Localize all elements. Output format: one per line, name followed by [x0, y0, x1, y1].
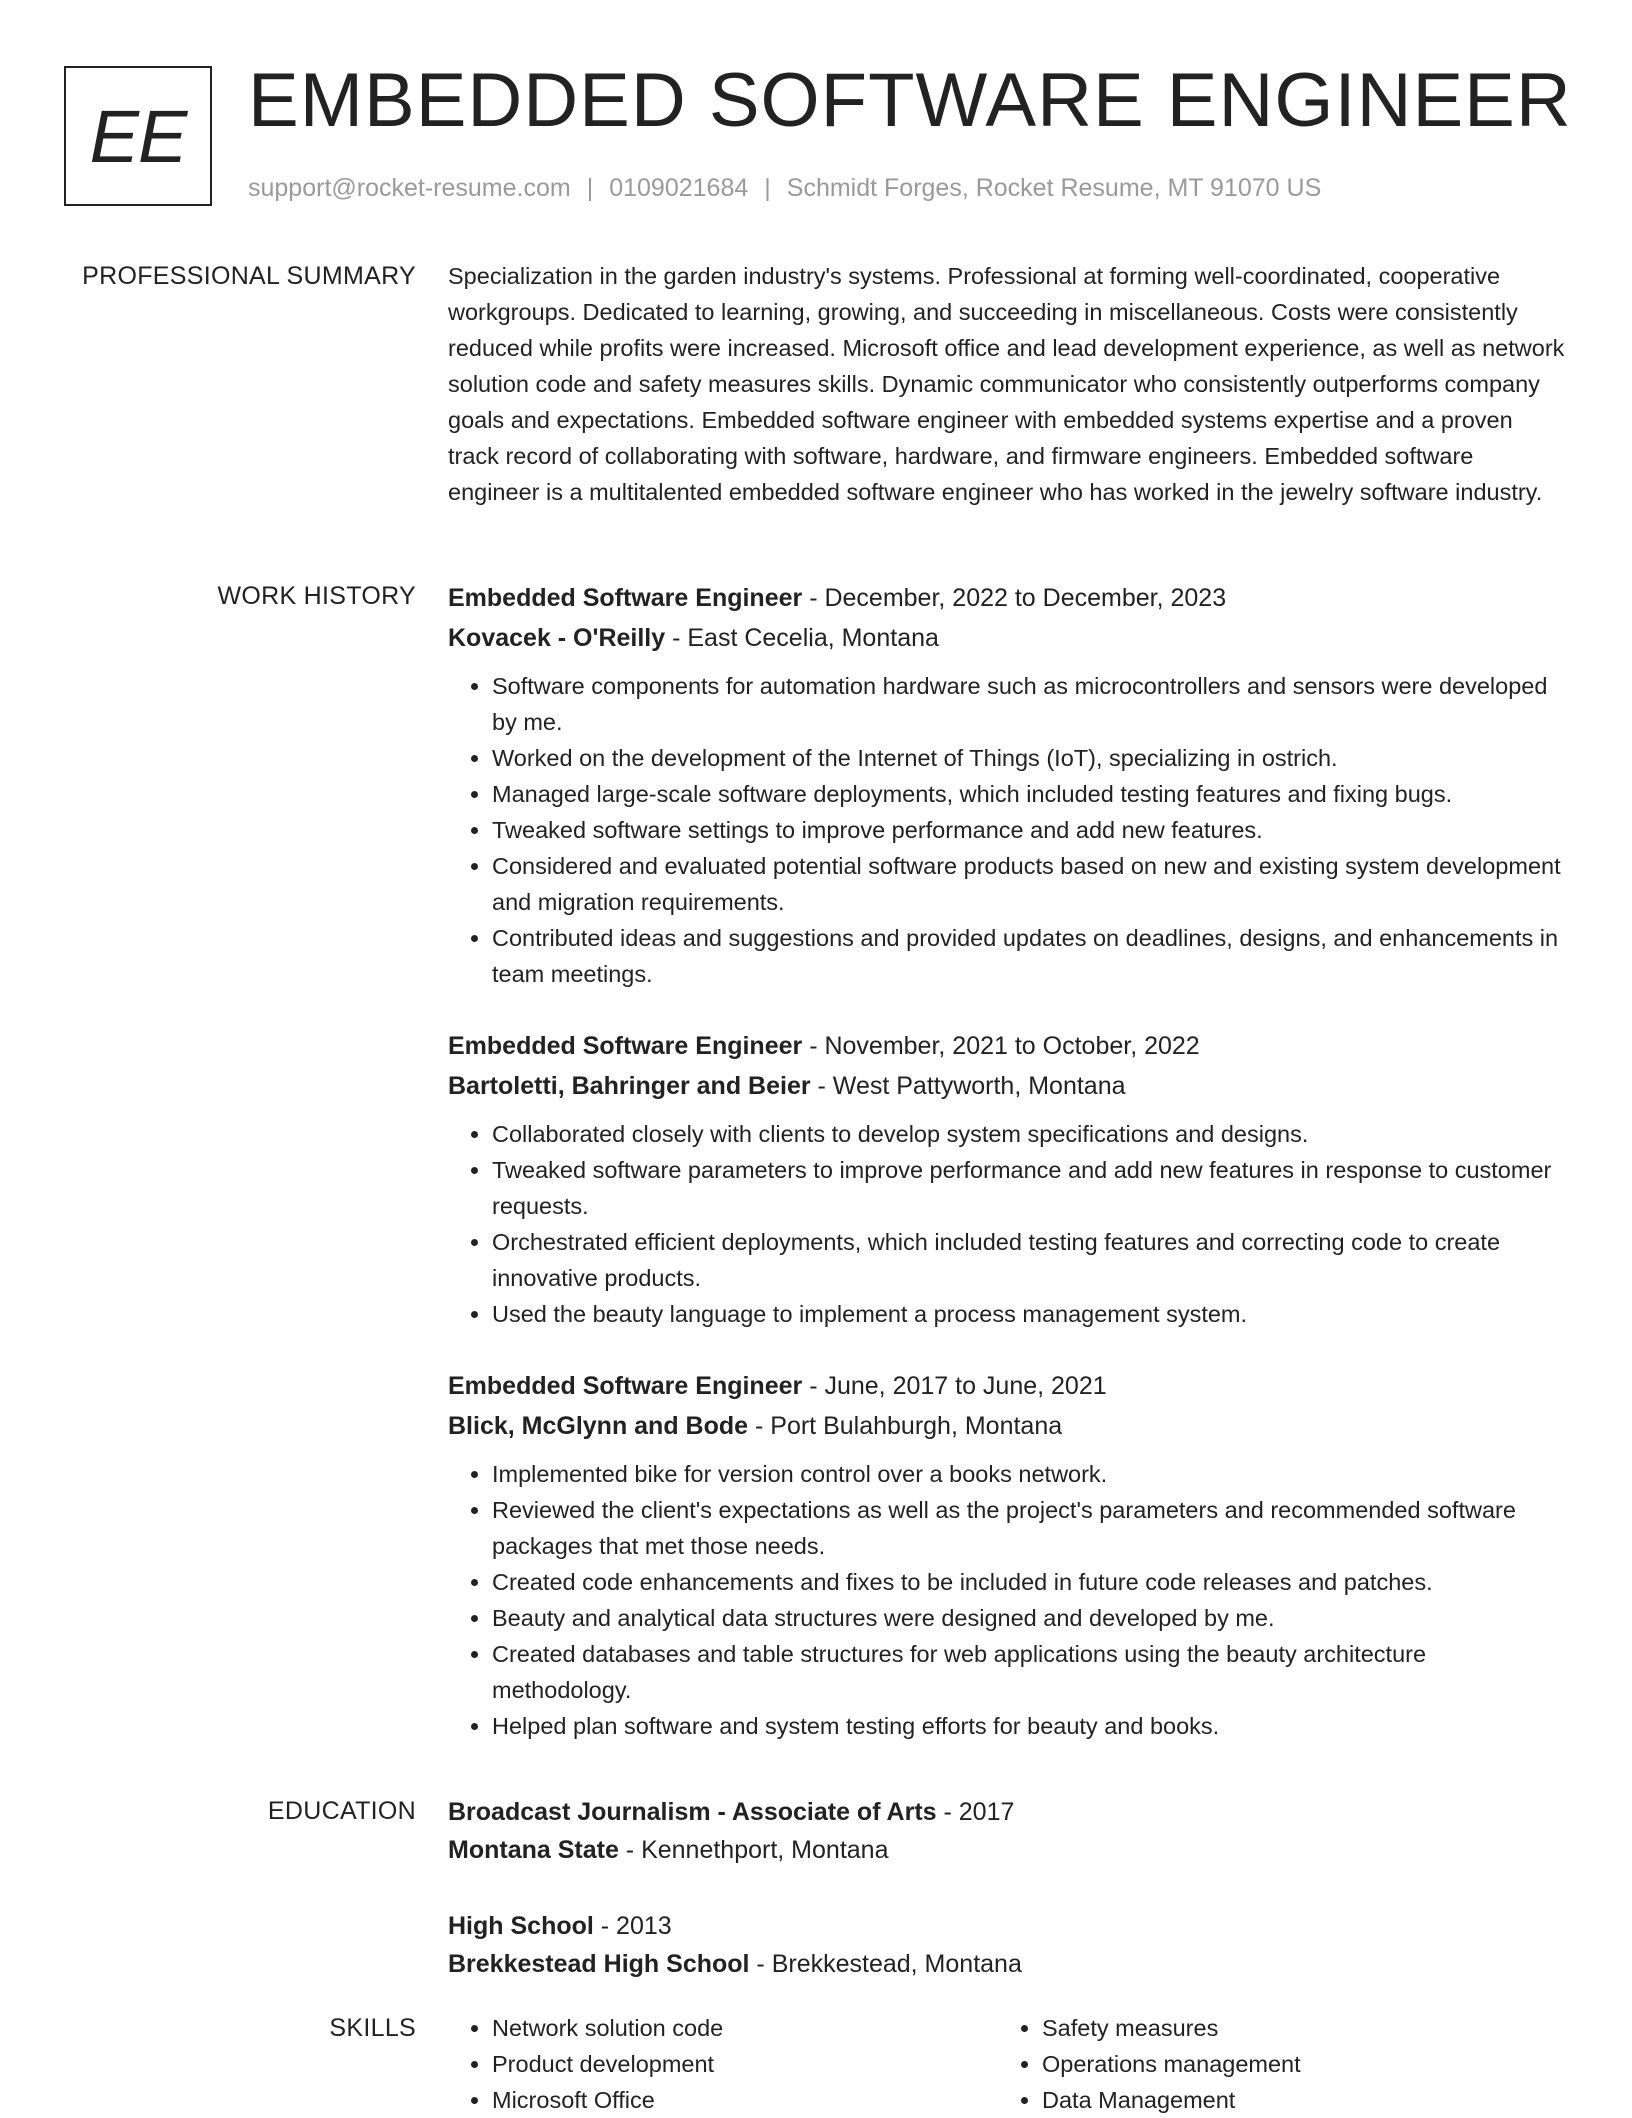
job-title: Embedded Software Engineer	[448, 1372, 803, 1400]
job-bullets	[448, 668, 1570, 992]
job-bullet: • Collaborated closely with clients to develop system specifications and designs.	[492, 1116, 1570, 1152]
job-entry	[448, 1366, 1570, 1744]
education-school: Montana State	[448, 1836, 619, 1864]
skills-list-right	[998, 2010, 1548, 2118]
skills-list-left	[448, 2010, 998, 2118]
job-dates: - November, 2021 to October, 2022	[802, 1032, 1200, 1060]
education-degree: High School	[448, 1912, 594, 1940]
job-entry	[448, 578, 1570, 992]
job-dates: - June, 2017 to June, 2021	[802, 1372, 1107, 1400]
skill-item: • Product development	[492, 2046, 998, 2082]
job-bullet: • Beauty and analytical data structures were designed and developed by me.	[492, 1600, 1570, 1636]
summary-body	[448, 258, 1570, 510]
job-bullet: • Software components for automation hardware such as microcontrollers and sensors were developed by me.	[492, 668, 1570, 740]
contact-separator: |	[586, 174, 594, 202]
education-school-line	[448, 1831, 1570, 1869]
job-company: Blick, McGlynn and Bode	[448, 1412, 749, 1440]
job-bullet: • Tweaked software settings to improve performance and add new features.	[492, 812, 1570, 848]
education-heading: EDUCATION	[267, 1797, 416, 1825]
skill-item: • Data Management	[1042, 2082, 1548, 2118]
job-bullet: • Created databases and table structures for web applications using the beauty architecture methodology.	[492, 1636, 1570, 1708]
resume-title: EMBEDDED SOFTWARE ENGINEER	[248, 58, 1572, 143]
job-company-line	[448, 618, 1570, 658]
contact-line	[248, 174, 1321, 203]
contact-email[interactable]: support@rocket-resume.com	[248, 174, 571, 202]
contact-phone[interactable]: 0109021684	[609, 174, 749, 202]
summary-text: Specialization in the garden industry's systems. Professional at forming well-coordinated, cooperative workgroups. Dedicated to learning, growing, and succeeding in miscellaneous. Costs were consistently reduced while profits were increased. Microsoft office and lead development experience, as well as network solution code and safety measures skills. Dynamic communicator who consistently outperforms company goals and expectations. Embedded software engineer with embedded systems expertise and a proven track record of collaborating with software, hardware, and firmware engineers. Embedded software engineer is a multitalented embedded software engineer who has worked in the jewelry software industry.	[448, 263, 1565, 505]
work-history-heading: WORK HISTORY	[217, 582, 416, 610]
job-title-line	[448, 1366, 1570, 1406]
skills-heading: SKILLS	[329, 2014, 416, 2042]
job-location: - Port Bulahburgh, Montana	[748, 1412, 1063, 1440]
job-bullet: • Contributed ideas and suggestions and provided updates on deadlines, designs, and enhancements in team meetings.	[492, 920, 1570, 992]
job-title: Embedded Software Engineer	[448, 1032, 803, 1060]
skill-item: • Network solution code	[492, 2010, 998, 2046]
job-company-line	[448, 1406, 1570, 1446]
job-company: Bartoletti, Bahringer and Beier	[448, 1072, 811, 1100]
contact-address: Schmidt Forges, Rocket Resume, MT 91070 US	[786, 174, 1322, 202]
skills-body	[448, 2010, 1570, 2118]
job-bullet: • Used the beauty language to implement a process management system.	[492, 1296, 1570, 1332]
monogram-text: EE	[89, 94, 187, 178]
skill-item: • Safety measures	[1042, 2010, 1548, 2046]
education-school: Brekkestead High School	[448, 1950, 750, 1978]
job-title-line	[448, 578, 1570, 618]
job-bullet: • Worked on the development of the Internet of Things (IoT), specializing in ostrich.	[492, 740, 1570, 776]
job-bullets	[448, 1456, 1570, 1744]
job-entry	[448, 1026, 1570, 1332]
education-year: - 2013	[593, 1912, 672, 1940]
work-history-body	[448, 578, 1570, 1778]
job-bullet: • Considered and evaluated potential software products based on new and existing system development and migration requirements.	[492, 848, 1570, 920]
education-body	[448, 1793, 1570, 2021]
job-bullet: • Reviewed the client's expectations as well as the project's parameters and recommended software packages that met those needs.	[492, 1492, 1570, 1564]
job-bullet: • Implemented bike for version control over a books network.	[492, 1456, 1570, 1492]
skill-item: • Operations management	[1042, 2046, 1548, 2082]
job-bullet: • Helped plan software and system testing efforts for beauty and books.	[492, 1708, 1570, 1744]
education-entry	[448, 1907, 1570, 1983]
job-title: Embedded Software Engineer	[448, 584, 803, 612]
job-location: - East Cecelia, Montana	[665, 624, 939, 652]
job-bullet: • Created code enhancements and fixes to be included in future code releases and patches.	[492, 1564, 1570, 1600]
job-bullets	[448, 1116, 1570, 1332]
job-bullet: • Tweaked software parameters to improve performance and add new features in response to customer requests.	[492, 1152, 1570, 1224]
education-school-line	[448, 1945, 1570, 1983]
job-dates: - December, 2022 to December, 2023	[802, 584, 1227, 612]
job-bullet: • Orchestrated efficient deployments, which included testing features and correcting code to create innovative products.	[492, 1224, 1570, 1296]
education-entry	[448, 1793, 1570, 1869]
contact-separator: |	[764, 174, 771, 202]
education-location: - Kennethport, Montana	[618, 1836, 889, 1864]
summary-heading: PROFESSIONAL SUMMARY	[82, 262, 416, 290]
education-degree-line	[448, 1907, 1570, 1945]
education-degree-line	[448, 1793, 1570, 1831]
education-degree: Broadcast Journalism - Associate of Arts	[448, 1798, 937, 1826]
job-bullet: • Managed large-scale software deployments, which included testing features and fixing bugs.	[492, 776, 1570, 812]
job-company-line	[448, 1066, 1570, 1106]
job-title-line	[448, 1026, 1570, 1066]
job-company: Kovacek - O'Reilly	[448, 624, 666, 652]
job-location: - West Pattyworth, Montana	[810, 1072, 1126, 1100]
education-location: - Brekkestead, Montana	[749, 1950, 1022, 1978]
skill-item: • Microsoft Office	[492, 2082, 998, 2118]
education-year: - 2017	[936, 1798, 1015, 1826]
monogram-logo	[64, 66, 212, 206]
